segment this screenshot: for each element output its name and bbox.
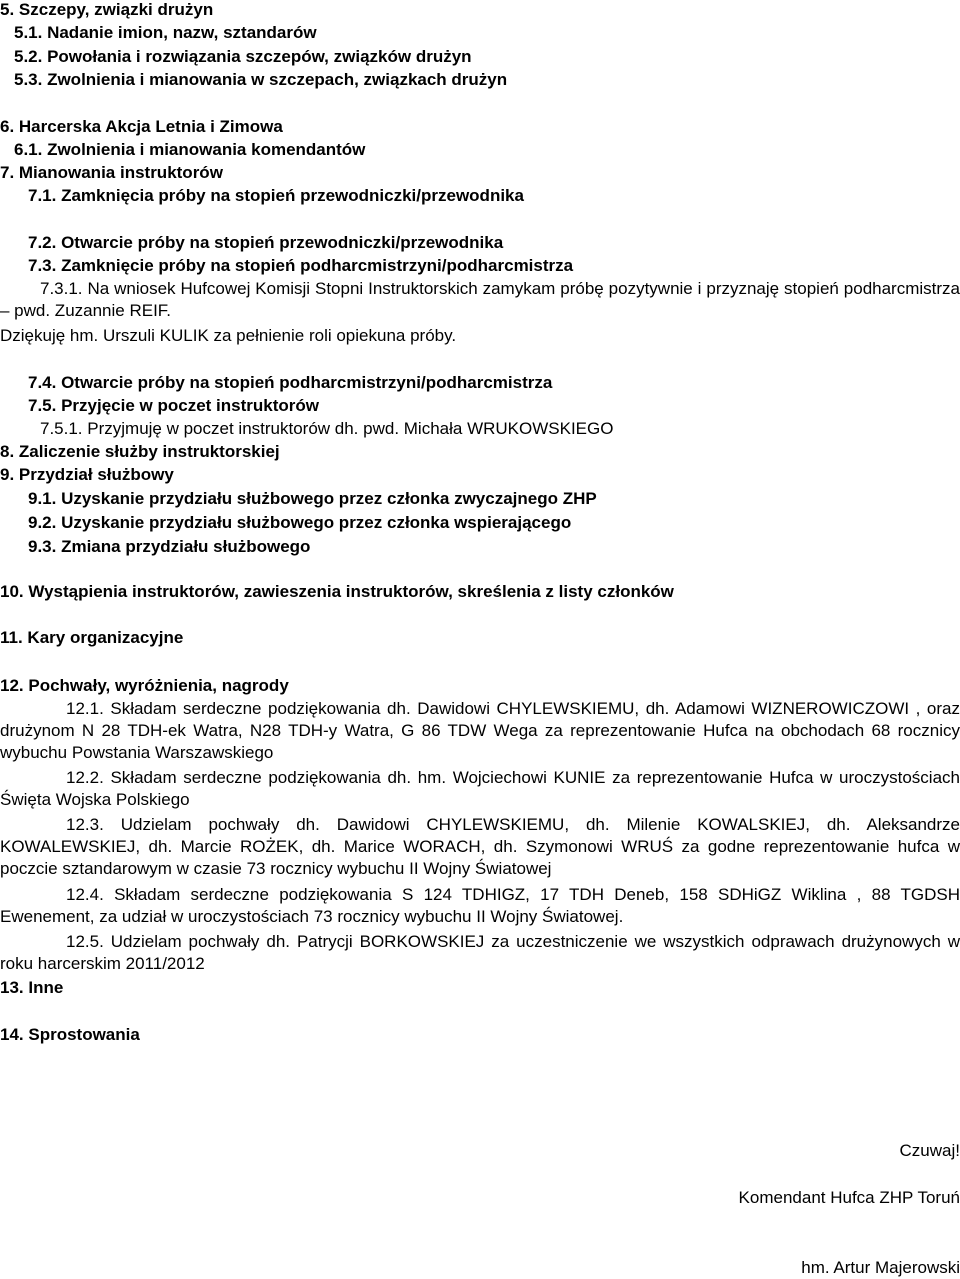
section-10-heading: 10. Wystąpienia instruktorów, zawieszenia instruktorów, skreślenia z listy członków bbox=[0, 582, 674, 601]
item-12-4-paragraph: 12.4. Składam serdeczne podziękowania S 124 TDHIGZ, 17 TDH Deneb, 158 SDHiGZ Wiklina , 88 TGDSH Ewenement, za udział w uroczystościach 73 rocznicy wybuchu II Wojny Światowej. bbox=[0, 885, 960, 926]
section-12-heading: 12. Pochwały, wyróżnienia, nagrody bbox=[0, 676, 289, 695]
section-11-heading: 11. Kary organizacyjne bbox=[0, 628, 184, 647]
item-12-2-paragraph: 12.2. Składam serdeczne podziękowania dh. hm. Wojciechowi KUNIE za reprezentowanie Hufca w uroczystościach Święta Wojska Polskiego bbox=[0, 768, 960, 809]
section-5-heading: 5. Szczepy, związki drużyn bbox=[0, 0, 214, 19]
item-5-2: 5.2. Powołania i rozwiązania szczepów, związków drużyn bbox=[14, 47, 472, 66]
closing-greeting: Czuwaj! bbox=[899, 1141, 960, 1160]
section-14-heading: 14. Sprostowania bbox=[0, 1025, 140, 1044]
item-7-5: 7.5. Przyjęcie w poczet instruktorów bbox=[28, 396, 319, 415]
item-6-1: 6.1. Zwolnienia i mianowania komendantów bbox=[14, 140, 366, 159]
item-9-3: 9.3. Zmiana przydziału służbowego bbox=[28, 537, 311, 556]
section-9-heading: 9. Przydział służbowy bbox=[0, 465, 174, 484]
section-7-heading: 7. Mianowania instruktorów bbox=[0, 163, 223, 182]
thanks-line: Dziękuję hm. Urszuli KULIK za pełnienie roli opiekuna próby. bbox=[0, 326, 457, 345]
item-9-2: 9.2. Uzyskanie przydziału służbowego przez członka wspierającego bbox=[28, 513, 572, 532]
signatory-role: Komendant Hufca ZHP Toruń bbox=[738, 1188, 960, 1207]
signatory-name: hm. Artur Majerowski bbox=[801, 1258, 960, 1277]
item-5-1: 5.1. Nadanie imion, nazw, sztandarów bbox=[14, 23, 317, 42]
item-7-3-1-paragraph: 7.3.1. Na wniosek Hufcowej Komisji Stopni Instruktorskich zamykam próbę pozytywnie i przyznaję stopień podharcmistrza – pwd. Zuzannie REIF. bbox=[0, 279, 960, 320]
item-7-1: 7.1. Zamknięcia próby na stopień przewodniczki/przewodnika bbox=[28, 186, 524, 205]
item-7-4: 7.4. Otwarcie próby na stopień podharcmistrzyni/podharcmistrza bbox=[28, 373, 553, 392]
item-7-5-1: 7.5.1. Przyjmuję w poczet instruktorów dh. pwd. Michała WRUKOWSKIEGO bbox=[40, 419, 614, 438]
item-7-3: 7.3. Zamknięcie próby na stopień podharcmistrzyni/podharcmistrza bbox=[28, 256, 574, 275]
item-12-3-paragraph: 12.3. Udzielam pochwały dh. Dawidowi CHYLEWSKIEMU, dh. Milenie KOWALSKIEJ, dh. Aleksandrze KOWALEWSKIEJ, dh. Marcie ROŻEK, dh. Marice WORACH, dh. Szymonowi WRUŚ za godne reprezentowanie hufca w poczcie sztandarowym w czasie 73 rocznicy wybuchu II Wojny Światowej bbox=[0, 815, 960, 878]
section-6-heading: 6. Harcerska Akcja Letnia i Zimowa bbox=[0, 117, 283, 136]
item-12-5-paragraph: 12.5. Udzielam pochwały dh. Patrycji BORKOWSKIEJ za uczestniczenie we wszystkich odprawach drużynowych w roku harcerskim 2011/2012 bbox=[0, 932, 960, 973]
item-5-3: 5.3. Zwolnienia i mianowania w szczepach, związkach drużyn bbox=[14, 70, 508, 89]
section-8-heading: 8. Zaliczenie służby instruktorskiej bbox=[0, 442, 280, 461]
item-7-2: 7.2. Otwarcie próby na stopień przewodniczki/przewodnika bbox=[28, 233, 504, 252]
item-9-1: 9.1. Uzyskanie przydziału służbowego przez członka zwyczajnego ZHP bbox=[28, 489, 597, 508]
item-12-1-paragraph: 12.1. Składam serdeczne podziękowania dh. Dawidowi CHYLEWSKIEMU, dh. Adamowi WIZNEROWICZOWI , oraz drużynom N 28 TDH-ek Watra, N28 TDH-y Watra, G 86 TDW Wega za reprezentowanie Hufca na obchodach 68 rocznicy wybuchu Powstania Warszawskiego bbox=[0, 699, 960, 762]
section-13-heading: 13. Inne bbox=[0, 978, 64, 997]
